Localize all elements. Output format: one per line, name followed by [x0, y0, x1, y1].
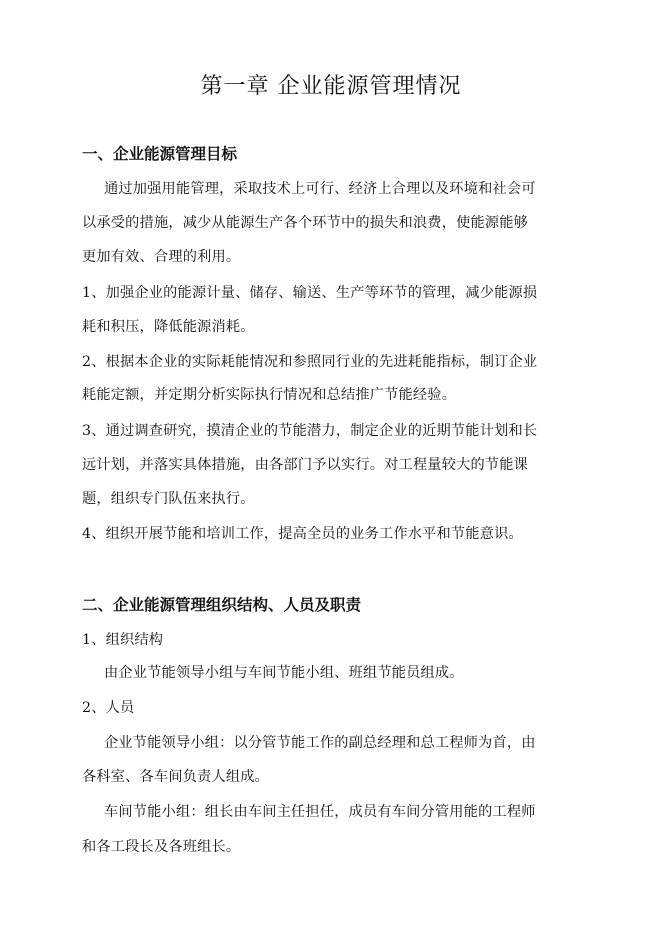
section-2-line: 由企业节能领导小组与车间节能小组、班组节能员组成。 — [104, 665, 464, 681]
section-1-line: 4、组织开展节能和培训工作，提高全员的业务工作水平和节能意识。 — [82, 526, 523, 542]
section-2-line: 企业节能领导小组：以分管节能工作的副总经理和总工程师为首，由 — [104, 735, 536, 751]
section-1-line: 2、根据本企业的实际耗能情况和参照同行业的先进耗能指标，制订企业 — [82, 354, 538, 370]
section-1-line: 1、加强企业的能源计量、储存、输送、生产等环节的管理，减少能源损 — [82, 285, 538, 301]
section-1-line: 通过加强用能管理，采取技术上可行、经济上合理以及环境和社会可 — [104, 181, 536, 197]
section-2-line: 1、组织结构 — [82, 632, 164, 648]
section-2-heading: 二、企业能源管理组织结构、人员及职责 — [82, 596, 362, 614]
section-2-line: 各科室、各车间负责人组成。 — [82, 769, 270, 785]
section-1-heading: 一、企业能源管理目标 — [82, 145, 238, 163]
section-1-line: 题，组织专门队伍来执行。 — [82, 491, 255, 507]
page-title: 第一章 企业能源管理情况 — [200, 74, 462, 99]
section-2-line: 2、人员 — [82, 700, 135, 716]
section-2-line: 和各工段长及各班组长。 — [82, 839, 241, 855]
section-1-line: 耗和积压，降低能源消耗。 — [82, 319, 255, 335]
section-1-line: 远计划，并落实具体措施，由各部门予以实行。对工程量较大的节能课 — [82, 457, 529, 473]
section-2-line: 车间节能小组：组长由车间主任担任，成员有车间分管用能的工程师 — [104, 804, 536, 820]
section-1-line: 耗能定额，并定期分析实际执行情况和总结推广节能经验。 — [82, 387, 457, 403]
section-1-line: 3、通过调查研究，摸清企业的节能潜力，制定企业的近期节能计划和长 — [82, 423, 538, 439]
section-1-line: 更加有效、合理的利用。 — [82, 249, 241, 265]
section-1-line: 以承受的措施，减少从能源生产各个环节中的损失和浪费，使能源能够 — [82, 215, 529, 231]
